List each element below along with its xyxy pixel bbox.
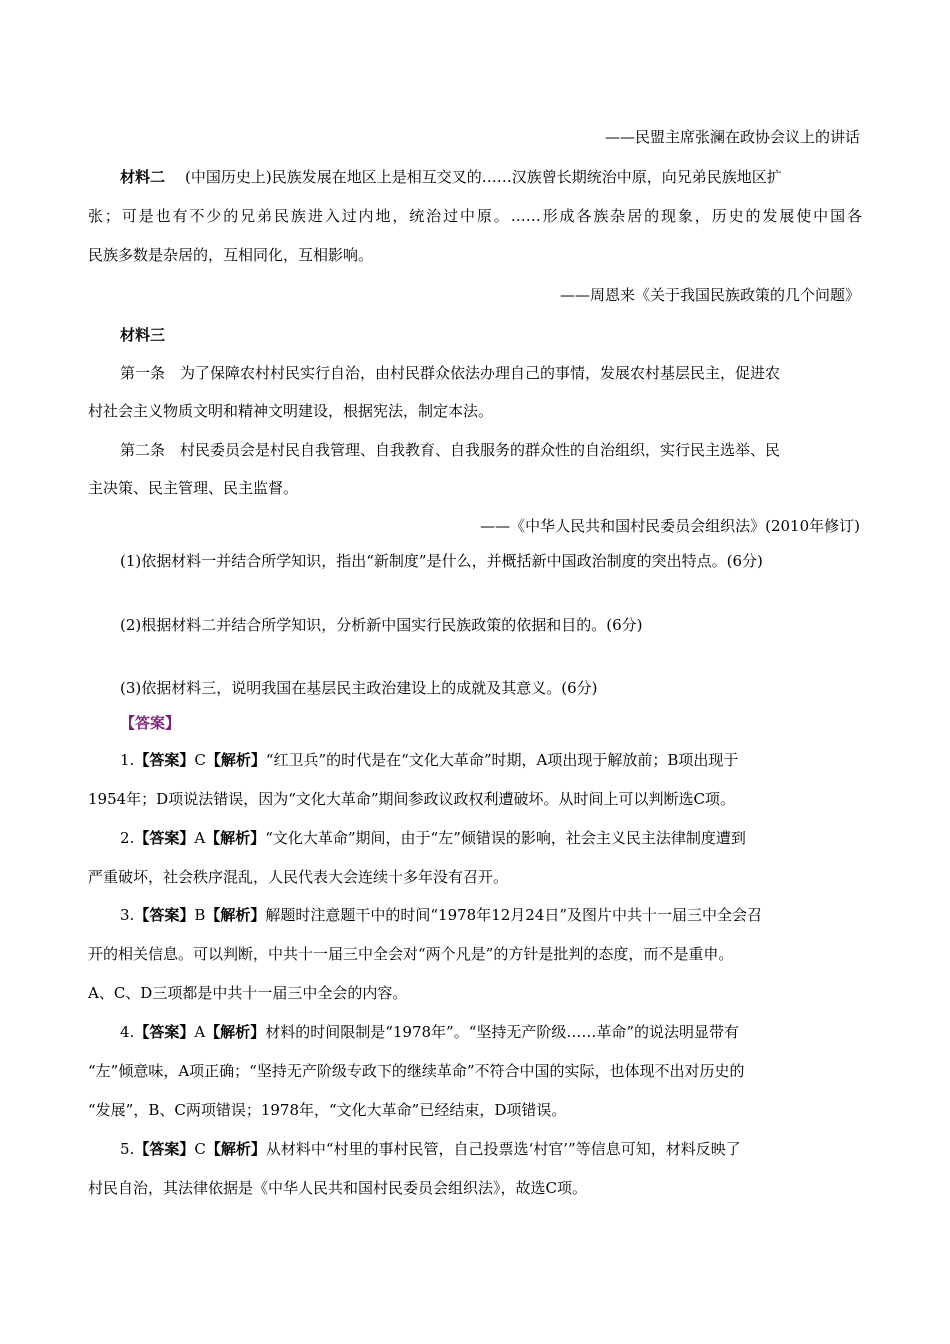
material2-line1	[120, 167, 782, 187]
question-2: (2)根据材料二并结合所学知识，分析新中国实行民族政策的依据和目的。(6分)	[120, 616, 643, 634]
answer-5-number: 5.	[120, 1140, 135, 1158]
answers-heading: 【答案】	[120, 714, 181, 732]
answer-4-text1: 材料的时间限制是“1978年”。“坚持无产阶级……革命”的说法明显带有	[265, 1023, 740, 1041]
question-1: (1)依据材料一并结合所学知识，指出“新制度”是什么，并概括新中国政治制度的突出特点。(6分)	[120, 552, 763, 570]
material2-line2: 张；可是也有不少的兄弟民族进入过内地，统治过中原。……形成各族杂居的现象，历史的发展使中国各	[88, 207, 862, 225]
answer-2-line1	[120, 828, 746, 848]
answer-2-letter: A	[194, 829, 206, 847]
analysis-tag: 【解析】	[205, 1023, 266, 1041]
material2-line3: 民族多数是杂居的，互相同化，互相影响。	[88, 246, 374, 264]
material3-source: ——《中华人民共和国村民委员会组织法》(2010年修订)	[480, 517, 860, 535]
answer-1-text1: “红卫兵”的时代是在“文化大革命”时期，A项出现于解放前；B项出现于	[265, 751, 739, 769]
material2-label: 材料二	[120, 168, 166, 186]
answer-tag: 【答案】	[134, 1140, 195, 1158]
material3-art2-line2: 主决策、民主管理、民主监督。	[88, 479, 299, 497]
answer-3-number: 3.	[120, 906, 135, 924]
answer-4-line2: “左”倾意味，A项正确；“坚持无产阶级专政下的继续革命”不符合中国的实际，也体现不出对历史的	[88, 1062, 745, 1080]
answer-4-line1	[120, 1022, 739, 1042]
answer-1-line2: 1954年；D项说法错误，因为“文化大革命”期间参政议政权利遭破坏。从时间上可以判断选C项。	[88, 790, 736, 808]
answer-5-line1	[120, 1139, 741, 1159]
answer-3-line1	[120, 905, 762, 925]
answer-3-text1: 解题时注意题干中的时间“1978年12月24日”及图片中共十一届三中全会召	[265, 906, 763, 924]
answer-1-line1	[120, 750, 738, 770]
answer-5-line2: 村民自治，其法律依据是《中华人民共和国村民委员会组织法》，故选C项。	[88, 1179, 587, 1197]
answer-1-number: 1.	[120, 751, 135, 769]
answer-2-text1: “文化大革命”期间，由于“左”倾错误的影响，社会主义民主法律制度遭到	[265, 829, 746, 847]
analysis-tag: 【解析】	[205, 906, 266, 924]
answer-4-letter: A	[194, 1023, 206, 1041]
material1-source: ——民盟主席张澜在政协会议上的讲话	[604, 128, 860, 146]
answer-tag: 【答案】	[134, 829, 195, 847]
answer-4-number: 4.	[120, 1023, 135, 1041]
analysis-tag: 【解析】	[205, 751, 266, 769]
material3-art2-line1: 第二条 村民委员会是村民自我管理、自我教育、自我服务的群众性的自治组织，实行民主选举、民	[120, 441, 781, 459]
answer-tag: 【答案】	[134, 751, 195, 769]
material3-art1-line1: 第一条 为了保障农村村民实行自治，由村民群众依法办理自己的事情，发展农村基层民主，促进农	[120, 364, 781, 382]
answer-2-line2: 严重破坏，社会秩序混乱，人民代表大会连续十多年没有召开。	[88, 868, 509, 886]
answer-1-letter: C	[194, 751, 206, 769]
answer-5-text1: 从材料中“村里的事村民管，自己投票选‘村官’”等信息可知，材料反映了	[265, 1140, 741, 1158]
analysis-tag: 【解析】	[205, 1140, 266, 1158]
answer-2-number: 2.	[120, 829, 135, 847]
answer-tag: 【答案】	[134, 1023, 195, 1041]
answer-3-line2: 开的相关信息。可以判断，中共十一届三中全会对“两个凡是”的方针是批判的态度，而不是重申。	[88, 945, 734, 963]
material3-label: 材料三	[120, 326, 166, 344]
analysis-tag: 【解析】	[205, 829, 266, 847]
material2-text1: (中国历史上)民族发展在地区上是相互交叉的……汉族曾长期统治中原，向兄弟民族地区扩	[185, 168, 782, 186]
material2-source: ——周恩来《关于我国民族政策的几个问题》	[559, 286, 860, 304]
answer-3-letter: B	[194, 906, 206, 924]
answer-3-line3: A、C、D三项都是中共十一届三中全会的内容。	[88, 984, 408, 1002]
answer-4-line3: “发展”，B、C两项错误；1978年，“文化大革命”已经结束，D项错误。	[88, 1101, 567, 1119]
answer-5-letter: C	[194, 1140, 206, 1158]
answer-tag: 【答案】	[134, 906, 195, 924]
question-3: (3)依据材料三，说明我国在基层民主政治建设上的成就及其意义。(6分)	[120, 679, 598, 697]
material3-art1-line2: 村社会主义物质文明和精神文明建设，根据宪法，制定本法。	[88, 402, 494, 420]
